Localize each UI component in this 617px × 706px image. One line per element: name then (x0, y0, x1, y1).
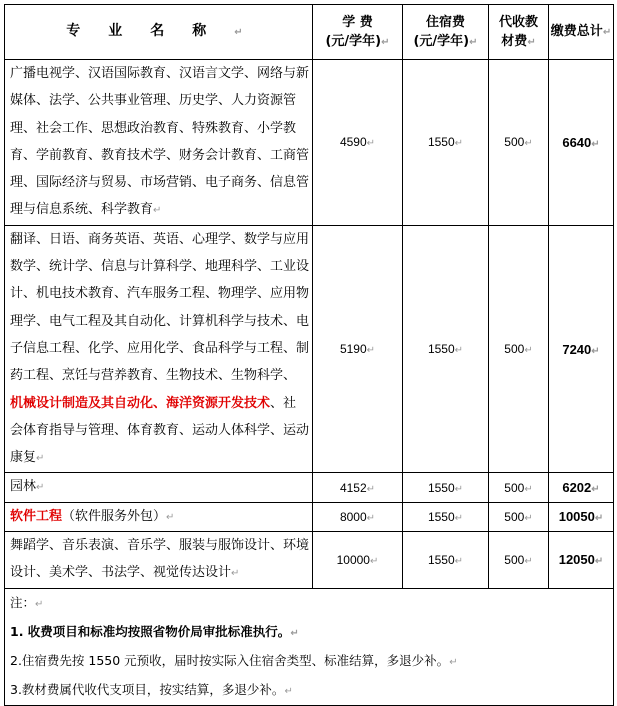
paragraph-mark: ↵ (591, 138, 600, 150)
paragraph-mark: ↵ (454, 483, 464, 495)
header-material (489, 5, 549, 60)
paragraph-mark: ↵ (234, 27, 271, 38)
note-1: 1. 收费项目和标准均按照省物价局审批标准执行。↵ (10, 623, 299, 639)
total-cell: 10050↵ (549, 502, 614, 531)
dorm-cell: 1550↵ (403, 473, 489, 502)
paragraph-mark: ↵ (591, 345, 600, 357)
paragraph-mark: ↵ (454, 138, 464, 150)
paragraph-mark: ↵ (284, 685, 293, 697)
table-row (5, 473, 614, 502)
paragraph-mark: ↵ (231, 568, 240, 580)
major-list (5, 502, 313, 531)
tuition-cell: 4590↵ (313, 60, 403, 226)
header-total: 缴费总计↵ (549, 5, 614, 60)
header-dorm-line2: (元/学年) (413, 33, 470, 49)
total-cell: 12050↵ (549, 532, 614, 589)
paragraph-mark: ↵ (366, 345, 376, 357)
paragraph-mark: ↵ (524, 555, 533, 567)
paragraph-mark: ↵ (36, 453, 45, 465)
paragraph-mark: ↵ (366, 138, 376, 150)
table-row (5, 60, 614, 226)
paragraph-mark: ↵ (449, 656, 458, 668)
major-list-part: 翻译、日语、商务英语、英语、心理学、数学与应用数学、统计学、信息与计算科学、地理科学、工业设计、机电技术教育、汽车服务工程、物理学、应用物理学、电气工程及其自动化、计算机科学与技术、电子信息工程、化学、应用化学、食品科学与工程、制药工程、烹饪与营养教育、生物技术、生物科学、 (10, 231, 310, 384)
paragraph-mark: ↵ (454, 345, 464, 357)
paragraph-mark: ↵ (366, 483, 376, 495)
header-row (5, 5, 614, 60)
total-cell: 7240↵ (549, 225, 614, 473)
paragraph-mark: ↵ (454, 555, 464, 567)
table-row (5, 532, 614, 589)
dorm-cell: 1550↵ (403, 60, 489, 226)
paragraph-mark: ↵ (524, 483, 533, 495)
material-cell: 500↵ (489, 502, 549, 531)
paragraph-mark: ↵ (366, 512, 376, 524)
major-list (5, 225, 313, 473)
tuition-cell: 10000↵ (313, 532, 403, 589)
major-list: 园林↵ (5, 473, 313, 502)
header-material-line1: 代收教 (498, 14, 538, 30)
material-cell: 500↵ (489, 532, 549, 589)
paragraph-mark: ↵ (602, 27, 612, 38)
dorm-cell: 1550↵ (403, 532, 489, 589)
major-list: 广播电视学、汉语国际教育、汉语言文学、网络与新媒体、法学、公共事业管理、历史学、人力资源管理、社会工作、思想政治教育、特殊教育、小学教育、学前教育、教育技术学、财务会计教育、工商管理、国际经济与贸易、市场营销、电子商务、信息管理与信息系统、科学教育↵ (5, 60, 313, 226)
material-cell: 500↵ (489, 225, 549, 473)
paragraph-mark: ↵ (381, 36, 390, 48)
major-list: 舞蹈学、音乐表演、音乐学、服装与服饰设计、环境设计、美术学、书法学、视觉传达设计↵ (5, 532, 313, 589)
dorm-cell: 1550↵ (403, 225, 489, 473)
note-2: 2.住宿费先按 1550 元预收，届时按实际入住宿舍类型、标准结算，多退少补。↵ (10, 652, 458, 668)
fee-table (4, 4, 614, 706)
note-3: 3.教材费属代收代支项目，按实结算，多退少补。↵ (10, 681, 293, 697)
dorm-cell: 1550↵ (403, 502, 489, 531)
header-material-line2: 材费 (501, 33, 528, 49)
notes-row (5, 588, 614, 705)
paragraph-mark: ↵ (153, 205, 162, 217)
paragraph-mark: ↵ (527, 36, 536, 48)
notes-label: 注：↵ (10, 594, 44, 610)
total-cell: 6202↵ (549, 473, 614, 502)
tuition-cell: 4152↵ (313, 473, 403, 502)
paragraph-mark: ↵ (591, 484, 600, 496)
highlighted-majors: 机械设计制造及其自动化、海洋资源开发技术 (10, 395, 271, 411)
paragraph-mark: ↵ (166, 511, 175, 523)
material-cell: 500↵ (489, 60, 549, 226)
header-major: 专业名称↵ (5, 5, 313, 60)
tuition-cell: 5190↵ (313, 225, 403, 473)
material-cell: 500↵ (489, 473, 549, 502)
paragraph-mark: ↵ (454, 512, 464, 524)
paragraph-mark: ↵ (524, 345, 533, 357)
paragraph-mark: ↵ (594, 556, 604, 568)
header-tuition-line2: (元/学年) (325, 33, 382, 49)
header-tuition (313, 5, 403, 60)
header-tuition-line1: 学 费 (342, 14, 373, 30)
table-row (5, 502, 614, 531)
header-dorm-line1: 住宿费 (425, 14, 465, 30)
total-cell: 6640↵ (549, 60, 614, 226)
paragraph-mark: ↵ (35, 598, 44, 610)
tuition-cell: 8000↵ (313, 502, 403, 531)
paragraph-mark: ↵ (369, 555, 379, 567)
major-list-part: （软件服务外包） (62, 508, 167, 524)
major-list-part: 、社会体育指导与管理、体育教育、运动人体科学、运动康复 (10, 395, 310, 466)
notes-cell (5, 588, 614, 705)
highlighted-majors: 软件工程 (10, 508, 63, 524)
paragraph-mark: ↵ (594, 513, 604, 525)
paragraph-mark: ↵ (469, 36, 478, 48)
paragraph-mark: ↵ (524, 138, 533, 150)
paragraph-mark: ↵ (290, 627, 299, 639)
paragraph-mark: ↵ (524, 512, 533, 524)
paragraph-mark: ↵ (36, 482, 45, 494)
table-row (5, 225, 614, 473)
header-dorm (403, 5, 489, 60)
